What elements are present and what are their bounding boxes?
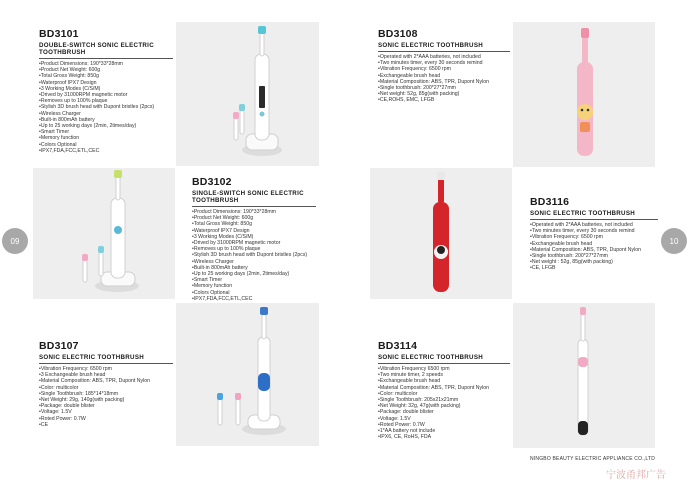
- spec-item: • Smart Timer: [39, 129, 173, 135]
- spec-item: • Material Composition: ABS, TPR, Dupont Nylon: [39, 378, 173, 384]
- spec-item: • 3 Exchangeable brush head: [39, 372, 173, 378]
- spec-item: • 1*AA battery not include: [378, 428, 510, 434]
- bd3101-photo: [176, 22, 319, 166]
- product-code: BD3116: [530, 196, 570, 208]
- spec-item: • Up to 25 working days (2min, 2times/day): [192, 271, 316, 277]
- spec-item: • Total Gross Weight: 850g: [39, 73, 173, 79]
- spec-item: • Net weight: 52g, 85g(with packing): [378, 91, 510, 97]
- spec-item: • Product Net Weight: 600g: [192, 215, 316, 221]
- spec-item: • Removes up to 100% plaque: [39, 98, 173, 104]
- spec-item: • Operated with 2*AAA batteries, not included: [530, 222, 658, 228]
- product-specs: [378, 366, 510, 440]
- spec-item: • Single toothbrush: 200*27*27mm: [530, 253, 658, 259]
- spec-item: • Two minutes timer, every 30 seconds remind: [530, 228, 658, 234]
- spec-item: • Operated with 2*AAA batteries, not included: [378, 54, 510, 60]
- spec-item: • Two minute timer, 2 speeds: [378, 372, 510, 378]
- spec-item: • Material Composition: ABS, TPR, Dupont Nylon: [378, 385, 510, 391]
- product-title: SINGLE-SWITCH SONIC ELECTRIC TOOTHBRUSH: [192, 190, 316, 207]
- spec-item: • Waterproof IPX7 Design: [192, 228, 316, 234]
- product-code: BD3101: [39, 28, 79, 40]
- bd3108-toothbrush-image: [513, 22, 655, 167]
- product-specs: [192, 209, 316, 302]
- bd3101-toothbrush-image: [176, 22, 319, 166]
- spec-item: • Roted Power: 0.7W: [378, 422, 510, 428]
- spec-item: • Vibration Frequency: 6500 rpm: [530, 234, 658, 240]
- spec-item: • Material Composition: ABS, TPR, Dupont Nylon: [530, 247, 658, 253]
- spec-item: • Up to 25 working days (2min, 2times/day): [39, 123, 173, 129]
- spec-item: • Single Toothbrush: 185*14*18mm: [39, 391, 173, 397]
- page-number-left: 09: [2, 228, 28, 254]
- bd3107-toothbrush-image: [176, 303, 319, 446]
- spec-item: • Vibration Frequency: 6500 rpm: [39, 366, 173, 372]
- product-specs: [378, 54, 510, 104]
- spec-item: • Exchangeable brush head: [530, 241, 658, 247]
- spec-item: • 3 Working Modes (C/S/M): [192, 234, 316, 240]
- product-title: SONIC ELECTRIC TOOTHBRUSH: [530, 210, 658, 220]
- bd3102-toothbrush-image: [33, 168, 175, 299]
- product-code: BD3114: [378, 340, 418, 352]
- bd3107-photo: [176, 303, 319, 446]
- spec-item: • Removes up to 100% plaque: [192, 246, 316, 252]
- product-title: SONIC ELECTRIC TOOTHBRUSH: [378, 42, 510, 52]
- product-title: DOUBLE-SWITCH SONIC ELECTRIC TOOTHBRUSH: [39, 42, 173, 59]
- watermark-text: 宁波甬邦广告: [606, 470, 666, 481]
- spec-item: • Wireless Charger: [192, 259, 316, 265]
- spec-item: • Exchangeable brush head: [378, 378, 510, 384]
- bd3116-photo: [370, 168, 512, 299]
- spec-item: • IPX7,FDA,FCC,ETL,CEC: [39, 148, 173, 154]
- spec-item: • Memory function: [39, 135, 173, 141]
- spec-item: • Roted Power: 0.7W: [39, 416, 173, 422]
- spec-item: • Stylish 3D brush head with Dupont bristles (2pcs): [192, 252, 316, 258]
- product-code: BD3108: [378, 28, 418, 40]
- product-bd3116: [530, 196, 658, 272]
- spec-item: • Package: double blister: [378, 409, 510, 415]
- spec-item: • Product Net Weight: 600g: [39, 67, 173, 73]
- spec-item: • Waterproof IPX7 Design: [39, 80, 173, 86]
- spec-item: • IPX7,FDA,FCC,ETL,CEC: [192, 296, 316, 302]
- company-footer: NINGBO BEAUTY ELECTRIC APPLIANCE CO.,LTD: [530, 456, 656, 462]
- product-specs: [39, 61, 173, 154]
- spec-item: • Drived by 31000RPM magnetic motor: [192, 240, 316, 246]
- spec-item: • Net Weight: 29g, 140g(with packing): [39, 397, 173, 403]
- bd3114-toothbrush-image: [513, 303, 655, 448]
- product-bd3102: [192, 176, 316, 302]
- product-specs: [530, 222, 658, 272]
- spec-item: • Exchangeable brush head: [378, 73, 510, 79]
- spec-item: • Voltage: 1.5V: [378, 416, 510, 422]
- bd3108-photo: [513, 22, 655, 167]
- product-bd3107: [39, 340, 173, 428]
- spec-item: • Vibration Frequency 6500 rpm: [378, 366, 510, 372]
- spec-item: • Stylish 3D brush head with Dupont bristles (2pcs): [39, 104, 173, 110]
- bd3116-toothbrush-image: [370, 168, 512, 299]
- product-specs: [39, 366, 173, 428]
- product-code: BD3102: [192, 176, 232, 188]
- bd3114-photo: [513, 303, 655, 448]
- product-bd3114: [378, 340, 510, 440]
- bd3102-photo: [33, 168, 175, 299]
- spec-item: • Memory function: [192, 283, 316, 289]
- page-number-right: 10: [661, 228, 687, 254]
- product-title: SONIC ELECTRIC TOOTHBRUSH: [378, 354, 510, 364]
- spec-item: • Built-in 800mAh battery: [39, 117, 173, 123]
- spec-item: • Net weight : 52g, 85g(with packing): [530, 259, 658, 265]
- spec-item: • Colors Optional: [39, 142, 173, 148]
- spec-item: • 3 Working Modes (C/S/M): [39, 86, 173, 92]
- spec-item: • CE, LFGB: [530, 265, 658, 271]
- spec-item: • Colors Optional: [192, 290, 316, 296]
- spec-item: • Single toothbrush: 200*27*27mm: [378, 85, 510, 91]
- spec-item: • Material Composition: ABS, TPR, Dupont Nylon: [378, 79, 510, 85]
- product-bd3101: [39, 28, 173, 154]
- product-title: SONIC ELECTRIC TOOTHBRUSH: [39, 354, 173, 364]
- spec-item: • Wireless Charger: [39, 111, 173, 117]
- spec-item: • Two minutes timer, every 30 seconds remind: [378, 60, 510, 66]
- spec-item: • Color: multicolor: [39, 385, 173, 391]
- spec-item: • Color: multicolor: [378, 391, 510, 397]
- product-bd3108: [378, 28, 510, 104]
- spec-item: • Total Gross Weight: 850g: [192, 221, 316, 227]
- spec-item: • Product Dimensions: 190*33*28mm: [192, 209, 316, 215]
- spec-item: • Net Weight: 32g, 47g(with packing): [378, 403, 510, 409]
- spec-item: • Smart Timer: [192, 277, 316, 283]
- spec-item: • Vibration Frequency: 6500 rpm: [378, 66, 510, 72]
- product-code: BD3107: [39, 340, 79, 352]
- spec-item: • CE: [39, 422, 173, 428]
- spec-item: • CE,ROHS, EMC, LFGB: [378, 97, 510, 103]
- spec-item: • Product Dimensions: 190*33*28mm: [39, 61, 173, 67]
- spec-item: • Package: double blister: [39, 403, 173, 409]
- spec-item: • Voltage: 1.5V: [39, 409, 173, 415]
- spec-item: • Built-in 800mAh battery: [192, 265, 316, 271]
- spec-item: • IPX6, CE, RoHS, FDA: [378, 434, 510, 440]
- spec-item: • Drived by 31000RPM magnetic motor: [39, 92, 173, 98]
- spec-item: • Single Toothbrush: 205x21x21mm: [378, 397, 510, 403]
